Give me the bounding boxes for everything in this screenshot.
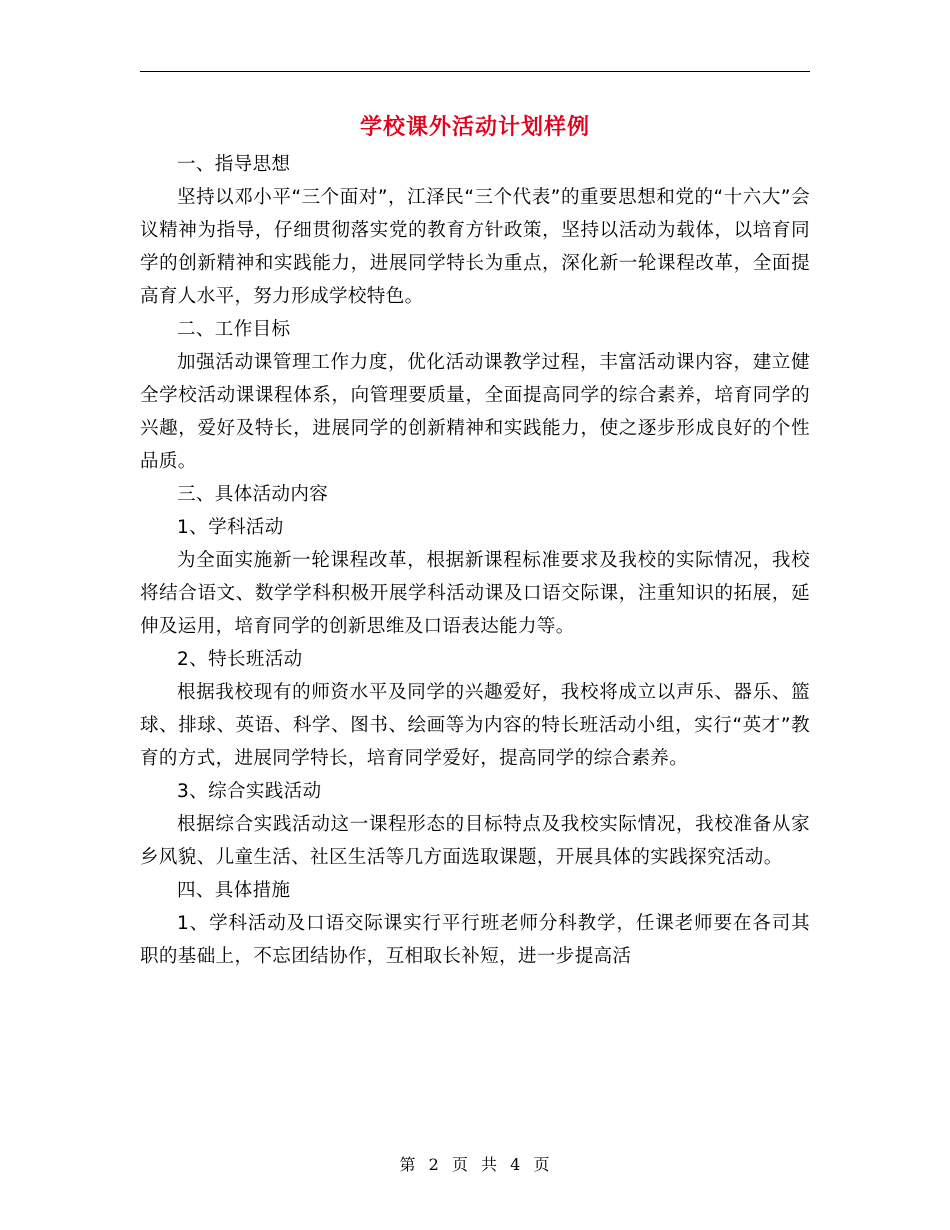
subheading-subject-activities: 1、学科活动: [177, 517, 284, 538]
paragraph-guiding-ideology: 坚持以邓小平“三个面对”，江泽民“三个代表”的重要思想和党的“十六大”会议精神为指导，仔细贯彻落实党的教育方针政策，坚持以活动为载体，以培育同学的创新精神和实践能力，进展同学特长为重点，深化新一轮课程改革，全面提高育人水平，努力形成学校特色。: [140, 187, 810, 307]
paragraph-work-goals: 加强活动课管理工作力度，优化活动课教学过程，丰富活动课内容，建立健全学校活动课课程体系，向管理要质量，全面提高同学的综合素养，培育同学的兴趣，爱好及特长，进展同学的创新精神和实践能力，使之逐步形成良好的个性品质。: [140, 352, 810, 472]
section-heading-activity-content: 三、具体活动内容: [177, 484, 329, 505]
section-heading-work-goals: 二、工作目标: [177, 319, 291, 340]
paragraph-measures-1: 1、学科活动及口语交际课实行平行班老师分科教学，任课老师要在各司其职的基础上，不忘团结协作，互相取长补短，进一步提高活: [140, 913, 810, 967]
footer-page-prefix: 第: [399, 1155, 417, 1174]
section-heading-guiding-ideology: 一、指导思想: [177, 154, 291, 175]
footer-page-word: 页: [451, 1155, 469, 1174]
footer-page-number: 2: [428, 1155, 440, 1174]
section-heading-measures: 四、具体措施: [177, 880, 291, 901]
paragraph-comprehensive-practice: 根据综合实践活动这一课程形态的目标特点及我校实际情况，我校准备从家乡风貌、儿童生活、社区生活等几方面选取课题，开展具体的实践探究活动。: [140, 814, 810, 868]
document-body: [140, 108, 810, 973]
paragraph-specialty-class: 根据我校现有的师资水平及同学的兴趣爱好，我校将成立以声乐、器乐、篮球、排球、英语、科学、图书、绘画等为内容的特长班活动小组，实行“英才”教育的方式，进展同学特长，培育同学爱好，提高同学的综合素养。: [140, 682, 810, 769]
subheading-comprehensive-practice: 3、综合实践活动: [177, 781, 322, 802]
footer-total-prefix: 共: [481, 1155, 499, 1174]
paragraph-subject-activities: 为全面实施新一轮课程改革，根据新课程标准要求及我校的实际情况，我校将结合语文、数学学科积极开展学科活动课及口语交际课，注重知识的拓展，延伸及运用，培育同学的创新思维及口语表达能力等。: [140, 550, 810, 637]
document-title: 学校课外活动计划样例: [359, 115, 590, 140]
footer-total-pages: 4: [510, 1155, 522, 1174]
page-footer: [0, 1153, 950, 1177]
header-rule: [140, 71, 810, 72]
subheading-specialty-class: 2、特长班活动: [177, 649, 303, 670]
footer-total-word: 页: [533, 1155, 551, 1174]
